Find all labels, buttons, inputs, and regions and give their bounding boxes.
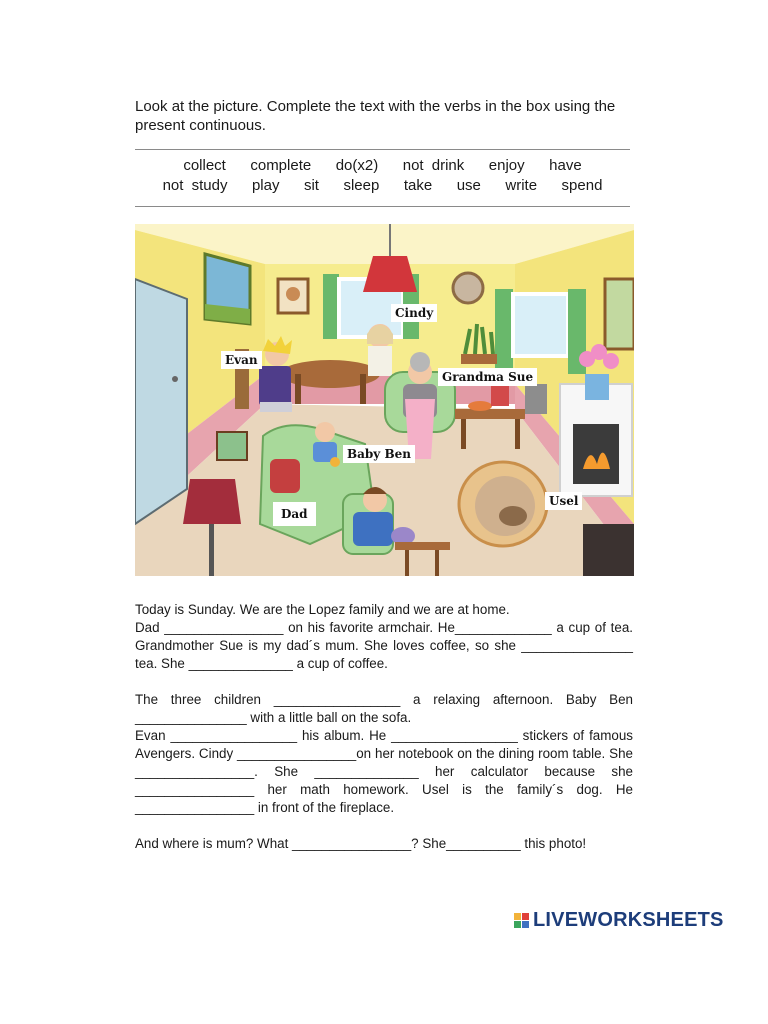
liveworksheets-logo-icon [514,912,530,928]
instructions: Look at the picture. Complete the text with the verbs in the box using the present continuous. [135,98,616,134]
living-room-illustration [135,224,634,576]
label-evan: Evan [221,351,262,369]
story-paragraph-3: Evan _________________ his album. He _________________ stickers of famous Avengers. Cindy ________________on her notebook on the dining room table. She ________________. She ______________ her calculator because she ________________ her math homework. Usel is the family´s dog. He ________________ in front of the fireplace. [135,728,633,815]
verb-box-line-1: collect complete do(x2) not drink enjoy have [183,157,582,174]
label-baby-ben: Baby Ben [343,445,415,463]
label-grandma-sue: Grandma Sue [438,368,537,386]
story-closing: And where is mum? What ________________? She__________ this photo! [135,836,587,851]
verb-box-line-2: not study play sit sleep take use write spend [162,177,603,194]
story-paragraph-2: The three children _________________ a relaxing afternoon. Baby Ben _______________ with a little ball on the sofa. [135,692,633,725]
label-usel: Usel [545,492,582,510]
verb-box-bottom-rule [135,206,630,207]
label-dad: Dad [273,502,316,526]
brand-name: LIVEWORKSHEETS [533,908,724,931]
label-cindy: Cindy [391,304,437,322]
liveworksheets-brand [514,908,724,932]
story-paragraph-1: Dad ________________ on his favorite armchair. He_____________ a cup of tea. Grandmother Sue is my dad´s mum. She loves coffee, so she _______________ tea. She ______________ a cup of coffee. [135,620,633,671]
verb-box-top-rule [135,149,630,150]
story-intro: Today is Sunday. We are the Lopez family and we are at home. [135,602,510,617]
story-text [135,601,633,853]
